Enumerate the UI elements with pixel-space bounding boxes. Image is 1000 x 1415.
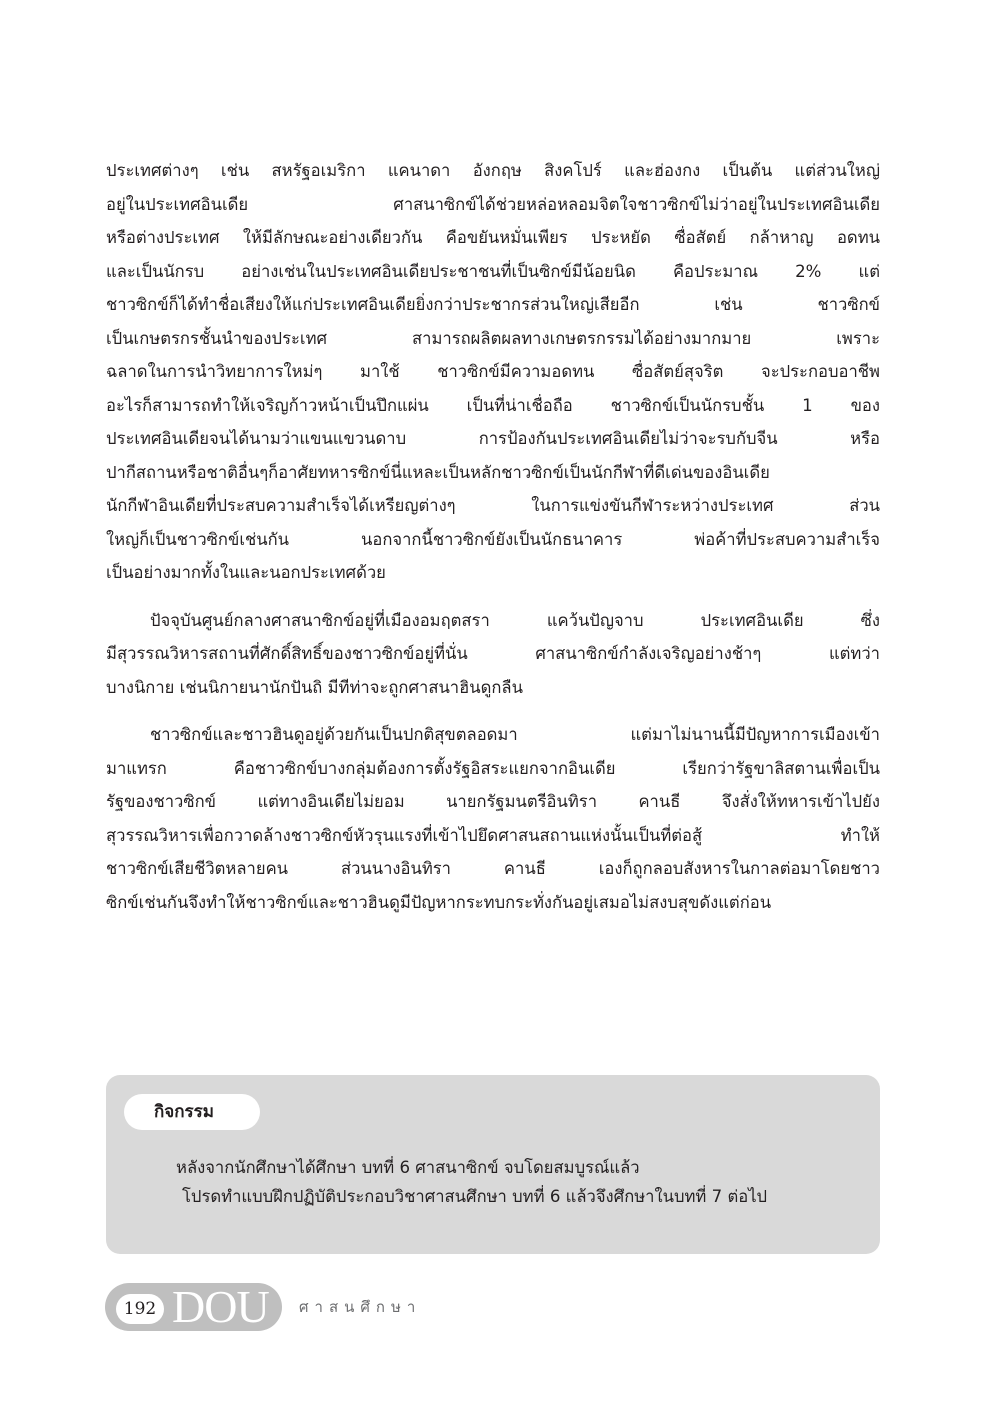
body-text — [106, 154, 880, 933]
text-line: และเป็นนักรบ อย่างเช่นในประเทศอินเดียประชาชนที่เป็นซิกข์มีน้อยนิด คือประมาณ 2% แต่ — [106, 261, 880, 281]
text-line: มีสุวรรณวิหารสถานที่ศักดิ์สิทธิ์ของชาวซิกข์อยู่ที่นั่น ศาสนาซิกข์กำลังเจริญอย่างช้าๆ แต่ทว่า — [106, 644, 880, 663]
text-line: เป็นอย่างมากทั้งในและนอกประเทศด้วย — [106, 563, 386, 582]
brand-logo-text: DOU — [172, 1281, 269, 1332]
text-line: ใหญ่ก็เป็นชาวซิกข์เช่นกัน นอกจากนี้ชาวซิกข์ยังเป็นนักธนาคาร พ่อค้าที่ประสบความสำเร็จ — [106, 529, 880, 549]
paragraph-2 — [106, 604, 880, 705]
text-line: ปัจจุบันศูนย์กลางศาสนาซิกข์อยู่ที่เมืองอมฤตสรา แคว้นปัญจาบ ประเทศอินเดีย ซึ่ง — [150, 610, 880, 630]
text-line: มาแทรก คือชาวซิกข์บางกลุ่มต้องการตั้งรัฐอิสระแยกจากอินเดีย เรียกว่ารัฐขาลิสตานเพื่อเป็น — [106, 758, 880, 778]
text-line: อะไรก็สามารถทำให้เจริญก้าวหน้าเป็นปึกแผ่น เป็นที่น่าเชื่อถือ ชาวซิกข์เป็นนักรบชั้น 1 ของ — [106, 395, 880, 415]
text-line: เป็นเกษตรกรชั้นนำของประเทศ สามารถผลิตผลทางเกษตรกรรมได้อย่างมากมาย เพราะ — [106, 328, 880, 348]
course-subject: ศาสนศึกษา — [299, 1298, 422, 1316]
activity-box — [106, 1075, 880, 1254]
text-line: ชาวซิกข์ก็ได้ทำชื่อเสียงให้แก่ประเทศอินเดียยิ่งกว่าประชากรส่วนใหญ่เสียอีก เช่น ชาวซิกข์ — [106, 295, 880, 314]
text-line: รัฐของชาวซิกข์ แต่ทางอินเดียไม่ยอม นายกรัฐมนตรีอินทิรา คานธี จึงสั่งให้ทหารเข้าไปยัง — [106, 792, 880, 811]
activity-instruction: โปรดทำแบบฝึกปฏิบัติประกอบวิชาศาสนศึกษา บทที่ 6 แล้วจึงศึกษาในบทที่ 7 ต่อไป — [182, 1187, 768, 1206]
text-line: นักกีฬาอินเดียที่ประสบความสำเร็จได้เหรียญต่างๆ ในการแข่งขันกีฬาระหว่างประเทศ ส่วน — [106, 496, 880, 515]
text-line: ชาวซิกข์และชาวฮินดูอยู่ด้วยกันเป็นปกติสุขตลอดมา แต่มาไม่นานนี้มีปัญหาการเมืองเข้า — [150, 725, 880, 744]
text-line: ประเทศอินเดียจนได้นามว่าแขนแขวนดาบ การป้องกันประเทศอินเดียไม่ว่าจะรบกับจีน หรือ — [106, 429, 880, 448]
paragraph-1 — [106, 154, 880, 590]
text-line: ปากีสถานหรือชาติอื่นๆก็อาศัยทหารซิกข์นี่แหละเป็นหลักชาวซิกข์เป็นนักกีฬาที่ดีเด่นของอินเดีย — [106, 462, 770, 482]
text-line: อยู่ในประเทศอินเดีย ศาสนาซิกข์ได้ช่วยหล่อหลอมจิตใจชาวซิกข์ไม่ว่าอยู่ในประเทศอินเดีย — [106, 194, 880, 214]
text-line: บางนิกาย เช่นนิกายนานักปันถิ มีทีท่าจะถูกศาสนาฮินดูกลืน — [106, 677, 523, 697]
text-line: สุวรรณวิหารเพื่อกวาดล้างชาวซิกข์หัวรุนแรงที่เข้าไปยึดศาสนสถานแห่งนั้นเป็นที่ต่อสู้ ทำให้ — [106, 825, 880, 845]
page-number: 192 — [116, 1294, 164, 1324]
text-line: ชาวซิกข์เสียชีวิตหลายคน ส่วนนางอินทิรา คานธี เองก็ถูกลอบสังหารในกาลต่อมาโดยชาว — [106, 859, 880, 878]
text-line: หรือต่างประเทศ ให้มีลักษณะอย่างเดียวกัน คือขยันหมั่นเพียร ประหยัด ซื่อสัตย์ กล้าหาญ อดทน — [106, 228, 880, 247]
activity-instruction: หลังจากนักศึกษาได้ศึกษา บทที่ 6 ศาสนาซิกข์ จบโดยสมบูรณ์แล้ว — [176, 1158, 640, 1177]
activity-title: กิจกรรม — [124, 1094, 260, 1130]
text-line: ซิกข์เช่นกันจึงทำให้ชาวซิกข์และชาวฮินดูมีปัญหากระทบกระทั่งกันอยู่เสมอไม่สงบสุขดังแต่ก่อน — [106, 892, 772, 912]
paragraph-3 — [106, 718, 880, 919]
text-line: ฉลาดในการนำวิทยาการใหม่ๆ มาใช้ ชาวซิกข์มีความอดทน ซื่อสัตย์สุจริต จะประกอบอาชีพ — [106, 362, 880, 381]
text-line: ประเทศต่างๆ เช่น สหรัฐอเมริกา แคนาดา อังกฤษ สิงคโปร์ และฮ่องกง เป็นต้น แต่ส่วนใหญ่ — [106, 161, 880, 180]
